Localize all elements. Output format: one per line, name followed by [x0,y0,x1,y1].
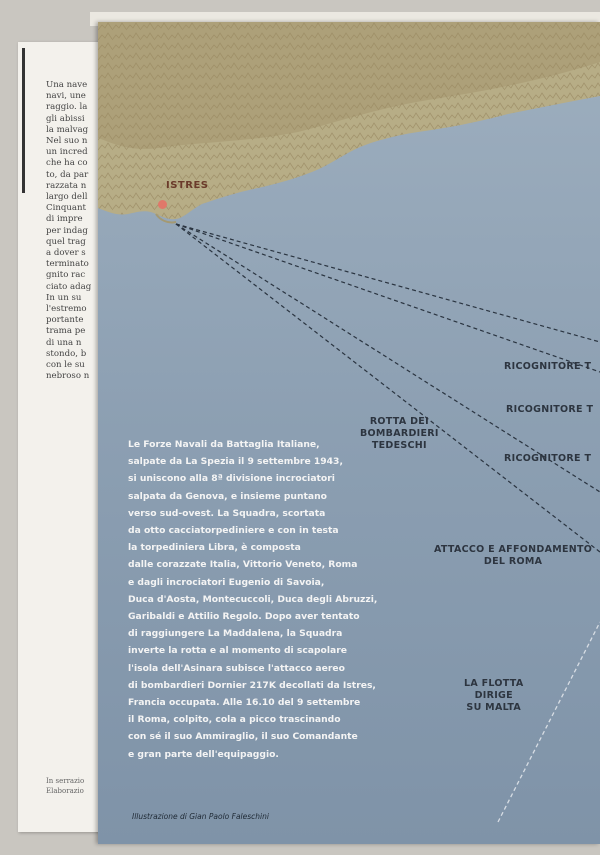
left-page-line: gli abissi [46,113,85,124]
istres-label: ISTRES [166,180,209,191]
left-page-rule [22,48,25,193]
left-page-line: largo dell [46,192,88,203]
recon-label-3: RICOGNITORE T [504,453,592,464]
left-page-line: con le su [46,360,85,371]
left-page-line: la malvag [46,124,89,135]
left-page-line: Una nave [46,80,88,90]
left-page-line: gnito rac [46,270,86,281]
left-page-line: un incred [46,147,88,158]
left-page-line: di impre [46,214,83,225]
left-page-line: portante [46,315,84,326]
recon-label-1: RICOGNITORE T [504,361,592,372]
story-line: inverte la rotta e al momento di scapolare [128,645,347,657]
story-line: si uniscono alla 8ª divisione incrociatori [128,473,335,485]
left-page-line: to, da par [46,169,89,180]
story-line: e gran parte dell'equipaggio. [128,748,279,760]
story-line: l'isola dell'Asinara subisce l'attacco aereo [128,662,345,674]
story-line: salpate da La Spezia il 9 settembre 1943, [128,456,343,468]
story-line: Francia occupata. Alle 16.10 del 9 settembre [128,697,361,709]
left-page-line: terminato [46,259,89,270]
istres-marker [158,200,167,209]
story-line: e dagli incrociatori Eugenio di Savoia, [128,576,325,588]
recon-label-2: RICOGNITORE T [506,404,594,415]
bomber-route-label: ROTTA DEI BOMBARDIERI TEDESCHI [360,416,439,451]
story-line: di raggiungere La Maddalena, la Squadra [128,628,343,640]
left-page-line: razzata n [46,180,87,191]
illustration-credit: Illustrazione di Gian Paolo Faleschini [132,812,269,821]
story-line: Le Forze Navali da Battaglia Italiane, [128,439,320,450]
left-page-footer-line: In serrazio [46,777,85,785]
story-text [128,436,418,763]
map-illustration-page [98,22,600,844]
left-page-line: stondo, b [46,348,87,359]
left-page-line: trama pe [46,326,86,337]
left-page-line: In un su [46,292,82,303]
left-page-line: Nel suo n [46,136,88,147]
story-line: con sé il suo Ammiraglio, il suo Comandante [128,731,358,743]
story-line: da otto cacciatorpediniere e con in testa [128,525,339,537]
left-page-line: per indag [46,225,88,236]
left-page-line: navi, une [46,91,86,102]
fleet-label: LA FLOTTA DIRIGE SU MALTA [464,678,524,713]
left-page-footer-line: Elaborazio [46,787,84,795]
story-line: verso sud-ovest. La Squadra, scortata [128,507,326,519]
left-page-line: Cinquant [46,203,87,214]
left-page-line: l'estremo [46,304,87,315]
left-page-line: raggio. la [46,102,88,113]
story-line: Garibaldi e Attilio Regolo. Dopo aver tentato [128,611,360,623]
left-page-line: nebroso n [46,371,90,382]
story-line: dalle corazzate Italia, Vittorio Veneto, Roma [128,559,358,571]
story-line: Duca d'Aosta, Montecuccoli, Duca degli Abruzzi, [128,593,378,605]
left-page-line: a dover s [46,248,86,259]
left-page-line: quel trag [46,236,86,247]
story-line: il Roma, colpito, cola a picco trascinando [128,714,341,726]
story-line: di bombardieri Dornier 217K decollati da Istres, [128,679,376,691]
story-line: la torpediniera Libra, è composta [128,542,301,554]
attack-label: ATTACCO E AFFONDAMENTO DEL ROMA [434,544,593,567]
left-page-line: di una n [46,337,82,348]
left-page-line: che ha co [46,158,88,169]
left-page-line: ciato adag [46,281,92,292]
story-line: salpata da Genova, e insieme puntano [128,490,327,502]
